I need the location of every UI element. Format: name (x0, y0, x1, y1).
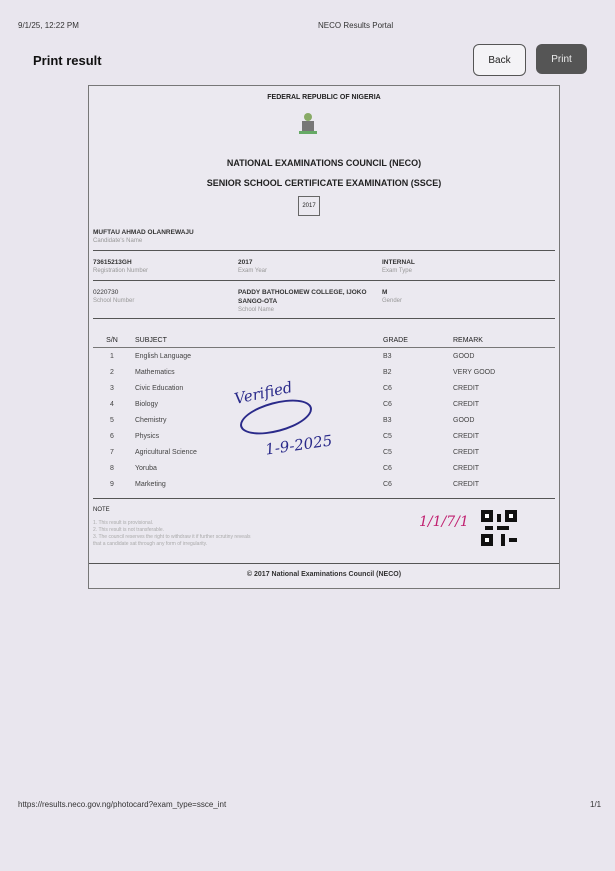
note-item: 3. The council reserves the right to withdraw it if further scrutiny reveals (93, 534, 251, 540)
row-sn: 2 (110, 368, 114, 376)
school-number: 0220730 (93, 289, 119, 296)
print-url: https://results.neco.gov.ng/photocard?exam_type=ssce_int (18, 800, 227, 809)
copyright-footer: © 2017 National Examinations Council (NECO) (246, 571, 402, 578)
print-button[interactable]: Print (536, 44, 587, 74)
registration-number-label: Registration Number (93, 268, 149, 274)
row-sn: 4 (110, 400, 114, 408)
notes-list (93, 520, 250, 548)
table-row (93, 380, 555, 396)
row-remark: CREDIT (453, 448, 480, 456)
row-grade: C6 (383, 384, 392, 392)
candidate-name: MUFTAU AHMAD OLANREWAJU (93, 229, 194, 236)
divider (89, 563, 559, 564)
col-sn: S/N (93, 334, 131, 348)
table-row (93, 364, 555, 380)
row-subject: Yoruba (135, 464, 157, 472)
divider (93, 498, 555, 499)
candidate-name-label: Candidate's Name (93, 238, 143, 244)
row-subject: Biology (135, 400, 158, 408)
note-item: 2. This result is not transferable. (93, 527, 165, 533)
school-name-line2: SANGO-OTA (238, 298, 278, 305)
row-sn: 5 (110, 416, 114, 424)
result-document (88, 85, 560, 589)
table-row (93, 396, 555, 412)
row-remark: CREDIT (453, 384, 480, 392)
divider (93, 280, 555, 281)
row-sn: 7 (110, 448, 114, 456)
gender-label: Gender (382, 298, 403, 304)
row-sn: 6 (110, 432, 114, 440)
qr-code-icon (481, 509, 517, 547)
note-item: that a candidate sat through any form of irregularity. (93, 541, 208, 547)
row-sn: 8 (110, 464, 114, 472)
row-subject: Civic Education (135, 384, 184, 392)
registration-number: 73615213GH (93, 259, 132, 266)
handwritten-initials: 1/1/7/1 (419, 514, 469, 530)
row-subject: Chemistry (135, 416, 167, 424)
results-table (93, 334, 555, 492)
coat-of-arms-icon (296, 111, 320, 137)
school-name-line1: PADDY BATHOLOMEW COLLEGE, IJOKO (238, 289, 367, 296)
row-remark: CREDIT (453, 464, 480, 472)
year-box: 2017 (298, 196, 320, 216)
row-sn: 1 (110, 352, 114, 360)
row-remark: VERY GOOD (453, 368, 496, 376)
note-item: 1. This result is provisional. (93, 520, 154, 526)
row-subject: Marketing (135, 480, 166, 488)
row-grade: C5 (383, 448, 392, 456)
table-row (93, 348, 555, 365)
divider (93, 250, 555, 251)
exam-type-label: Exam Type (382, 268, 412, 274)
row-grade: B3 (383, 352, 392, 360)
note-title: NOTE (93, 507, 110, 513)
exam-type: INTERNAL (382, 259, 415, 266)
col-grade: GRADE (379, 334, 449, 348)
page-title: Print result (33, 53, 102, 68)
row-grade: B2 (383, 368, 392, 376)
row-grade: C6 (383, 464, 392, 472)
col-remark: REMARK (449, 334, 555, 348)
row-subject: Agricultural Science (135, 448, 197, 456)
row-grade: C5 (383, 432, 392, 440)
country-heading: FEDERAL REPUBLIC OF NIGERIA (267, 94, 381, 101)
col-subject: SUBJECT (131, 334, 379, 348)
print-page-title: NECO Results Portal (318, 21, 394, 30)
divider (93, 318, 555, 319)
row-grade: B3 (383, 416, 392, 424)
council-heading: NATIONAL EXAMINATIONS COUNCIL (NECO) (226, 158, 422, 168)
handwritten-verified: Verified (232, 378, 295, 408)
print-datetime: 9/1/25, 12:22 PM (18, 21, 79, 30)
table-row (93, 460, 555, 476)
row-remark: CREDIT (453, 432, 480, 440)
row-subject: Mathematics (135, 368, 175, 376)
row-subject: Physics (135, 432, 160, 440)
row-subject: English Language (135, 352, 192, 360)
row-remark: CREDIT (453, 480, 480, 488)
table-row (93, 476, 555, 492)
handwritten-date: 1-9-2025 (264, 431, 334, 459)
row-grade: C6 (383, 400, 392, 408)
print-page-number: 1/1 (590, 800, 602, 809)
back-button[interactable]: Back (473, 44, 526, 76)
row-remark: GOOD (453, 416, 475, 424)
exam-year-label: Exam Year (238, 268, 268, 274)
row-grade: C6 (383, 480, 392, 488)
school-number-label: School Number (93, 298, 135, 304)
row-remark: GOOD (453, 352, 475, 360)
table-row (93, 412, 555, 428)
gender: M (382, 289, 388, 296)
row-sn: 3 (110, 384, 114, 392)
row-remark: CREDIT (453, 400, 480, 408)
exam-heading: SENIOR SCHOOL CERTIFICATE EXAMINATION (SSCE) (206, 178, 442, 188)
school-name-label: School Name (238, 307, 275, 313)
exam-year: 2017 (238, 259, 253, 266)
row-sn: 9 (110, 480, 114, 488)
